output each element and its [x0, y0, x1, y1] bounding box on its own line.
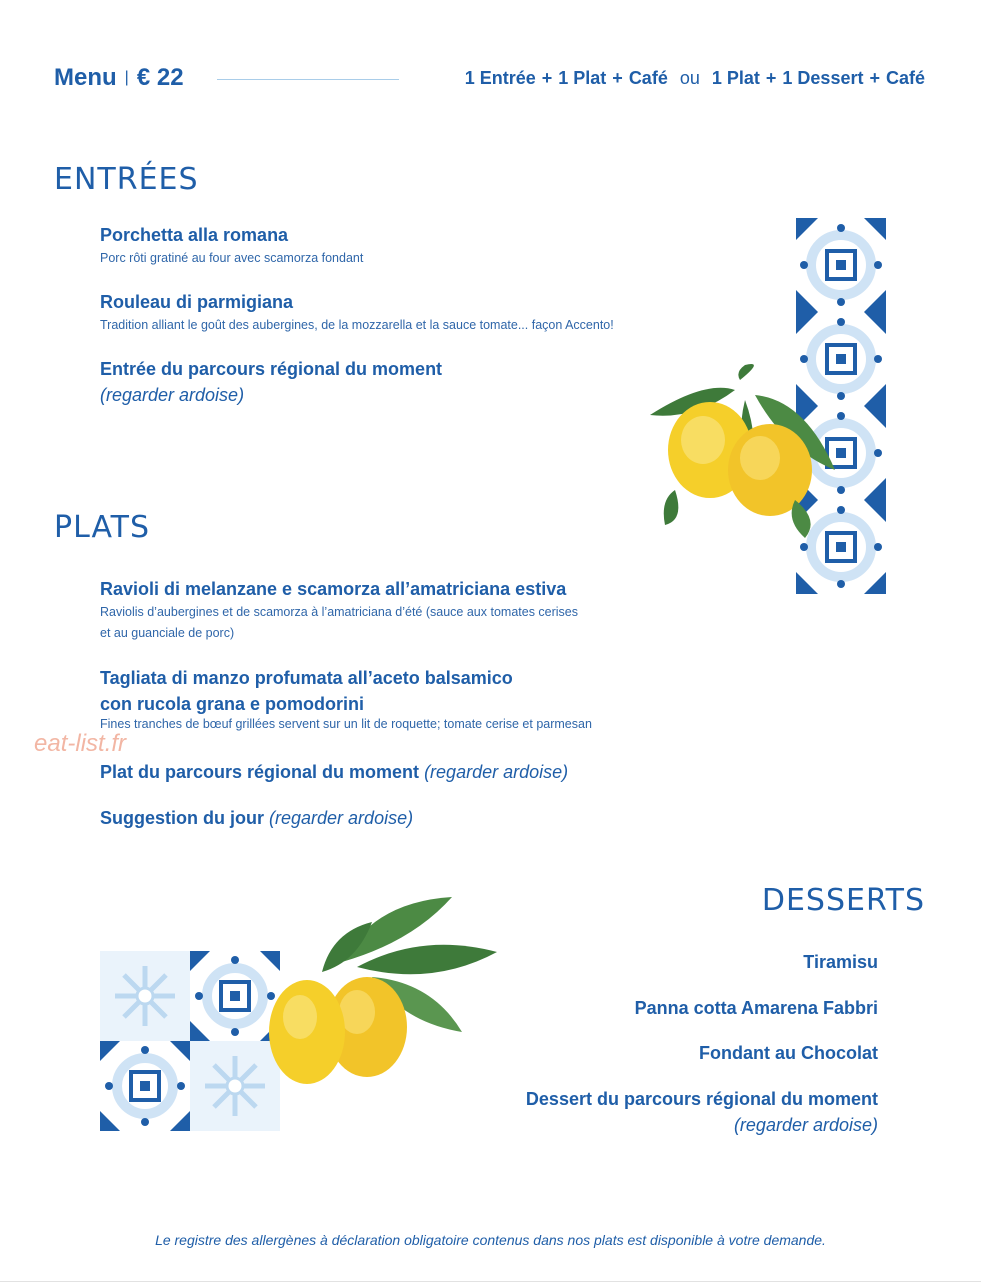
allergen-notice: Le registre des allergènes à déclaration obligatoire contenus dans nos plats est disponible à votre demande.: [155, 1232, 826, 1248]
dish-name: Suggestion du jour: [100, 808, 264, 828]
dish-name: Ravioli di melanzane e scamorza all’amatriciana estiva: [100, 579, 567, 599]
menu-label: Menu: [54, 64, 117, 91]
header-rule: [217, 79, 399, 80]
dish-name: Plat du parcours régional du moment: [100, 762, 420, 782]
formula-a-3: Café: [628, 68, 668, 88]
menu-header: [54, 64, 925, 98]
formula-a-2: 1 Plat: [558, 68, 607, 88]
menu-separator: |: [124, 69, 129, 86]
plat-item: [100, 665, 592, 731]
page-bottom-rule: [0, 1281, 981, 1282]
entree-item: [100, 222, 363, 269]
lemon-branch-icon: [645, 360, 845, 540]
dish-description: Porc rôti gratiné au four avec scamorza fondant: [100, 251, 364, 265]
formula-b-1: 1 Plat: [711, 68, 760, 88]
dish-description: et au guanciale de porc): [100, 626, 235, 640]
lemon-branch-icon: [262, 892, 502, 1092]
dish-name: Porchetta alla romana: [100, 225, 289, 245]
dish-name: Rouleau di parmigiana: [100, 292, 294, 312]
dish-note: (regarder ardoise): [424, 762, 569, 782]
dish-description: Fines tranches de bœuf grillées servent sur un lit de roquette; tomate cerise et parmesan: [100, 717, 592, 731]
dessert-item: [526, 1086, 878, 1138]
watermark: eat-list.fr: [34, 730, 127, 757]
dish-name: con rucola grana e pomodorini: [100, 694, 365, 714]
formula-plus: +: [869, 68, 880, 88]
formula-b-3: Café: [885, 68, 925, 88]
entree-item: [100, 289, 614, 336]
dessert-item: [803, 949, 878, 975]
entree-item: [100, 356, 442, 408]
menu-price-title: [54, 64, 184, 92]
dish-name: Tiramisu: [803, 952, 878, 972]
dish-name: Tagliata di manzo profumata all’aceto balsamico: [100, 668, 513, 688]
menu-formula: [465, 68, 925, 89]
plat-item: [100, 759, 568, 785]
dish-name: Dessert du parcours régional du moment: [525, 1089, 878, 1109]
formula-plus: +: [765, 68, 777, 88]
dish-name: Fondant au Chocolat: [699, 1043, 878, 1063]
formula-b-2: 1 Dessert: [782, 68, 864, 88]
formula-a-1: 1 Entrée: [464, 68, 536, 88]
plats-title: PLATS: [54, 510, 151, 545]
dessert-item: [635, 995, 878, 1021]
desserts-title: DESSERTS: [761, 883, 925, 918]
dish-description: Tradition alliant le goût des aubergines, de la mozzarella et la sauce tomate... façon Accento!: [100, 318, 614, 332]
formula-plus: +: [612, 68, 623, 88]
plat-item: [100, 805, 413, 831]
menu-price: € 22: [136, 64, 184, 91]
dish-note: (regarder ardoise): [100, 385, 245, 405]
dish-name: Entrée du parcours régional du moment: [100, 359, 443, 379]
dish-name: Panna cotta Amarena Fabbri: [634, 998, 878, 1018]
dessert-item: [699, 1040, 878, 1066]
plat-item: [100, 576, 578, 644]
entrees-title: ENTRÉES: [54, 162, 199, 197]
formula-plus: +: [541, 68, 553, 88]
dish-description: Raviolis d’aubergines et de scamorza à l’amatriciana d’été (sauce aux tomates cerises: [100, 605, 579, 619]
dish-note: (regarder ardoise): [269, 808, 414, 828]
dish-note: (regarder ardoise): [733, 1115, 878, 1135]
formula-or: ou: [679, 68, 700, 88]
azulejo-tile-icon: [100, 951, 280, 1131]
